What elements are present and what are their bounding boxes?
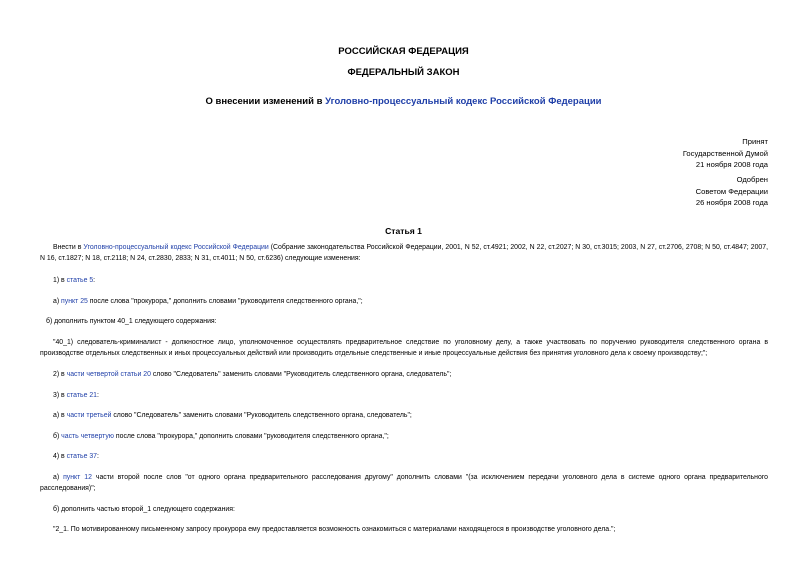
item-4-suffix: : bbox=[97, 453, 99, 460]
item-4a-prefix: а) bbox=[53, 474, 64, 481]
item-4a-suffix: части второй после слов "от одного органа предварительного расследования другому" дополнить словами "(за исключением передачи уголовного дела в системе одного органа предварительного расследования)"; bbox=[40, 474, 769, 492]
code-link[interactable]: Уголовно-процессуальный кодекс Российской Федерации bbox=[325, 96, 602, 107]
item-1-suffix: : bbox=[93, 277, 96, 284]
item-1-prefix: 1) в bbox=[53, 277, 67, 284]
intro-text: (Собрание законодательства Российской Федерации, 2001, N 52, ст.4921; 2002, N 22, ст.2027; N 30, ст.3015; 2003, N 27, ст.2706, 2708; N 50, ст.4847; 2007, N 16, ст.1827; N 18, ст.2118; N 24, ст.2830, 2833; N 31, ст.4011; N 50, ст.6236) следующие изменения: bbox=[40, 244, 768, 262]
item-4 bbox=[40, 452, 768, 463]
item-3-suffix: : bbox=[97, 392, 99, 399]
item-2-prefix: 2) в bbox=[53, 371, 67, 378]
item-4-prefix: 4) в bbox=[53, 453, 67, 460]
article-20-link[interactable]: статьи 20 bbox=[120, 371, 151, 378]
item-3a-suffix: слово "Следователь" заменить словами "Руководитель следственного органа, следователь"; bbox=[111, 412, 412, 419]
point-12-link[interactable]: пункт 12 bbox=[63, 474, 92, 481]
item-1a-prefix: а) bbox=[53, 298, 62, 305]
approved-by: Советом Федерации bbox=[695, 186, 768, 196]
law-type-heading: ФЕДЕРАЛЬНЫЙ ЗАКОН bbox=[347, 67, 460, 78]
item-2 bbox=[40, 370, 768, 381]
item-3-prefix: 3) в bbox=[53, 392, 67, 399]
law-title-prefix: О внесении изменений в bbox=[205, 96, 326, 107]
item-3 bbox=[40, 391, 768, 402]
law-title bbox=[0, 96, 807, 107]
article-21-link[interactable]: статье 21 bbox=[66, 392, 97, 399]
accepted-by: Государственной Думой bbox=[682, 148, 768, 158]
accepted-label: Принят bbox=[742, 137, 768, 146]
item-4b-quote: "2_1. По мотивированному письменному запросу прокурора ему предоставляется возможность ознакомиться с материалами находящегося в производстве уголовного дела."; bbox=[53, 526, 616, 533]
item-1b: б) дополнить пунктом 40_1 следующего содержания: bbox=[46, 318, 217, 325]
part-three-link[interactable]: части третьей bbox=[66, 412, 112, 419]
item-4b: б) дополнить частью второй_1 следующего содержания: bbox=[53, 506, 235, 513]
accepted-date: 21 ноября 2008 года bbox=[695, 160, 768, 169]
article-37-link[interactable]: статье 37 bbox=[66, 453, 97, 460]
article-heading: Статья 1 bbox=[385, 226, 422, 236]
accepted-block bbox=[683, 136, 768, 171]
item-4a bbox=[40, 473, 768, 494]
item-1a bbox=[40, 297, 768, 308]
part-four-link[interactable]: части четвертой bbox=[66, 371, 119, 378]
intro-prefix: Внести в bbox=[53, 244, 84, 251]
item-2-suffix: слово "Следователь" заменить словами "Руководитель следственного органа, следователь"; bbox=[150, 371, 452, 378]
item-1 bbox=[40, 276, 768, 287]
country-heading: РОССИЙСКАЯ ФЕДЕРАЦИЯ bbox=[338, 46, 469, 57]
article-5-link[interactable]: статье 5 bbox=[66, 277, 94, 284]
item-1b-quote: "40_1) следователь-криминалист - должностное лицо, уполномоченное осуществлять предварительное следствие по уголовному делу, а также участвовать по поручению руководителя следственного органа в производстве отдельных следственных и иных процессуальных действий или производить отдельные следственные и иные процессуальные действия без принятия уголовного дела к своему производству;"; bbox=[40, 339, 768, 357]
item-3a bbox=[40, 411, 768, 422]
point-25-link[interactable]: пункт 25 bbox=[61, 298, 88, 305]
item-3b-prefix: б) bbox=[53, 433, 62, 440]
part-four-21-link[interactable]: часть четвертую bbox=[61, 433, 114, 440]
item-3b bbox=[40, 432, 768, 443]
item-3a-prefix: а) в bbox=[53, 412, 67, 419]
approved-block bbox=[696, 174, 768, 209]
item-1a-suffix: после слова "прокурора," дополнить словами "руководителя следственного органа,"; bbox=[87, 298, 363, 305]
article-intro bbox=[40, 243, 768, 264]
item-3b-suffix: после слова "прокурора," дополнить словами "руководителя следственного органа,"; bbox=[113, 433, 389, 440]
approved-date: 26 ноября 2008 года bbox=[695, 198, 768, 207]
approved-label: Одобрен bbox=[736, 175, 768, 184]
intro-code-link[interactable]: Уголовно-процессуальный кодекс Российской Федерации bbox=[83, 244, 269, 251]
